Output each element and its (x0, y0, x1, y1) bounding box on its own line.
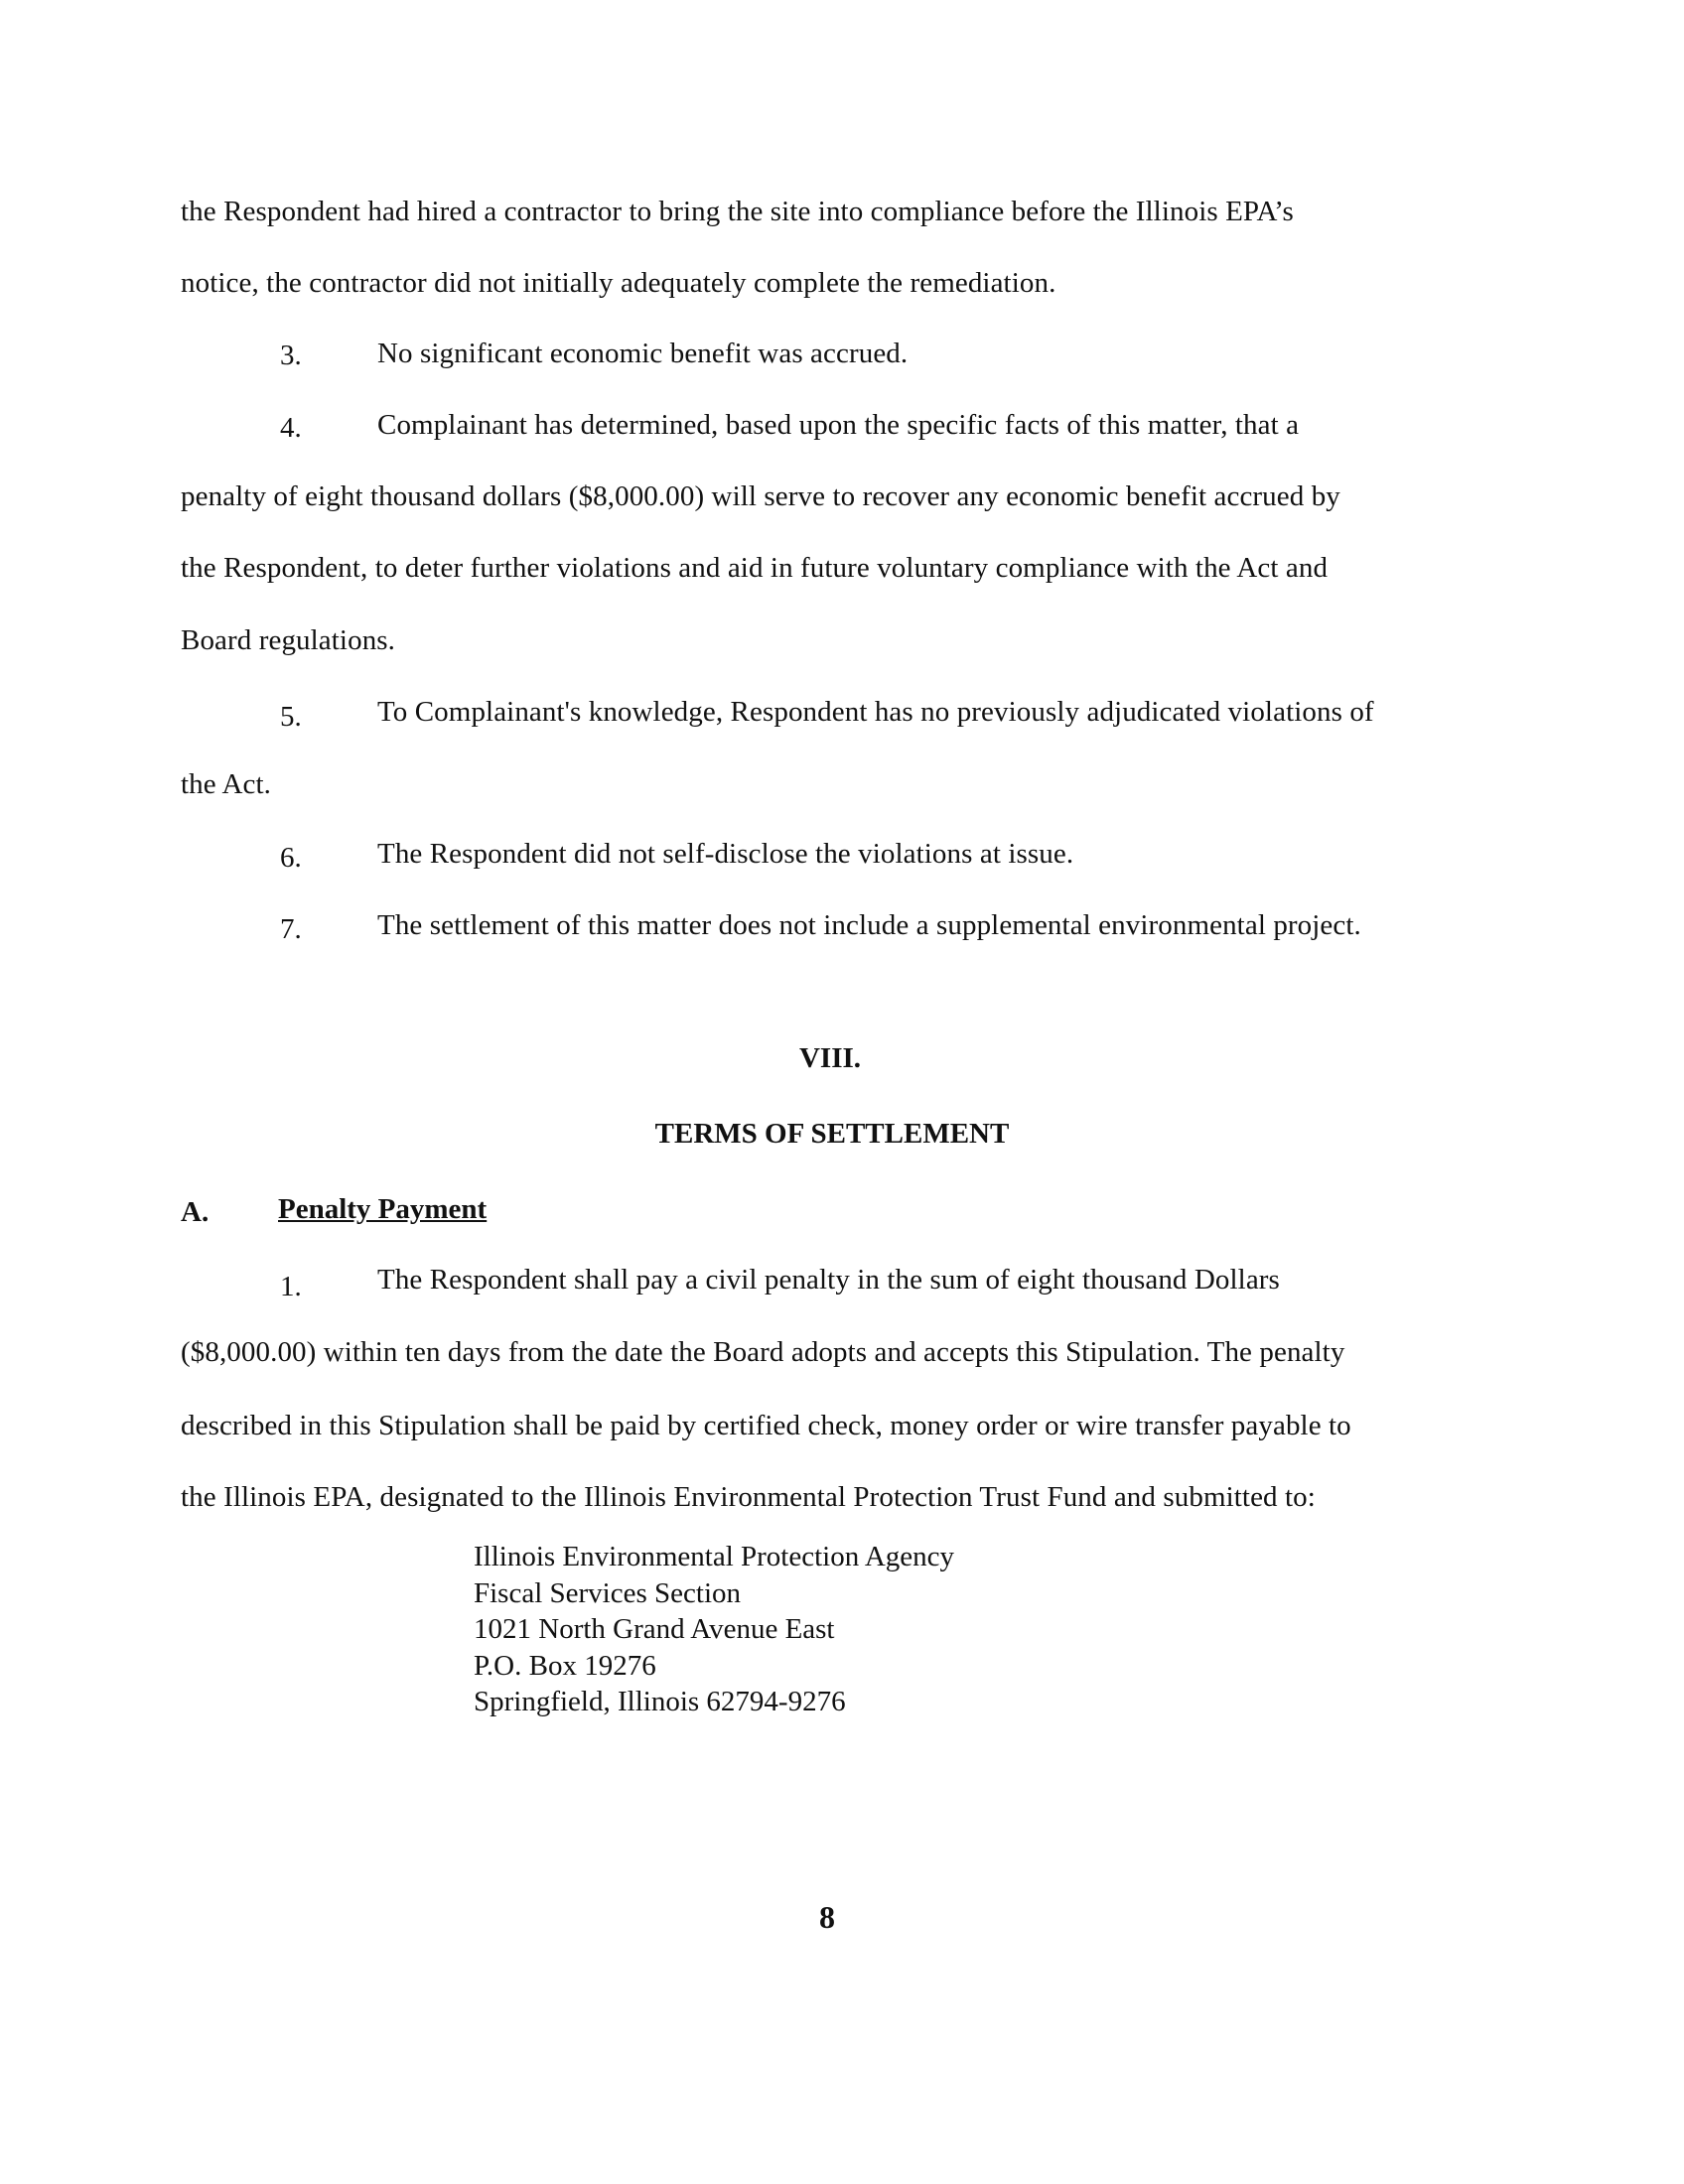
body-line: the Illinois EPA, designated to the Illinois Environmental Protection Trust Fund and submitted to: (181, 1481, 1316, 1513)
body-line: The Respondent shall pay a civil penalty in the sum of eight thousand Dollars (377, 1264, 1280, 1296)
paragraph-number: 7. (280, 913, 302, 945)
body-line: described in this Stipulation shall be paid by certified check, money order or wire transfer payable to (181, 1410, 1351, 1441)
body-line: The Respondent did not self-disclose the violations at issue. (377, 838, 1074, 870)
paragraph-number: 4. (280, 412, 302, 444)
body-line: ($8,000.00) within ten days from the date the Board adopts and accepts this Stipulation. The penalty (181, 1336, 1345, 1368)
body-line: To Complainant's knowledge, Respondent has no previously adjudicated violations of (377, 696, 1374, 728)
subsection-title: Penalty Payment (278, 1193, 488, 1225)
body-line: Board regulations. (181, 624, 396, 656)
page-number: 8 (819, 1899, 835, 1935)
body-line: notice, the contractor did not initially adequately complete the remediation. (181, 267, 1056, 299)
body-line: the Respondent, to deter further violations and aid in future voluntary compliance with the Act and (181, 552, 1329, 584)
address-line: 1021 North Grand Avenue East (474, 1613, 835, 1645)
mailing-address (474, 1539, 954, 1720)
section-title: TERMS OF SETTLEMENT (654, 1118, 1010, 1150)
subsection-letter: A. (181, 1196, 210, 1228)
address-line: Fiscal Services Section (474, 1576, 742, 1609)
address-line: P.O. Box 19276 (474, 1649, 656, 1682)
body-line: the Respondent had hired a contractor to bring the site into compliance before the Illinois EPA’s (181, 196, 1294, 227)
section-number: VIII. (798, 1042, 862, 1074)
body-line: penalty of eight thousand dollars ($8,000.00) will serve to recover any economic benefit accrued by (181, 480, 1340, 512)
paragraph-number: 5. (280, 701, 302, 733)
paragraph-number: 6. (280, 842, 302, 874)
body-line: the Act. (181, 768, 272, 800)
address-line: Springfield, Illinois 62794-9276 (474, 1686, 846, 1717)
body-line: No significant economic benefit was accrued. (377, 338, 909, 369)
paragraph-number: 1. (280, 1271, 302, 1302)
body-line: The settlement of this matter does not include a supplemental environmental project. (377, 909, 1361, 941)
address-line: Illinois Environmental Protection Agency (474, 1541, 955, 1572)
body-line: Complainant has determined, based upon the specific facts of this matter, that a (377, 409, 1300, 441)
paragraph-number: 3. (280, 340, 302, 371)
